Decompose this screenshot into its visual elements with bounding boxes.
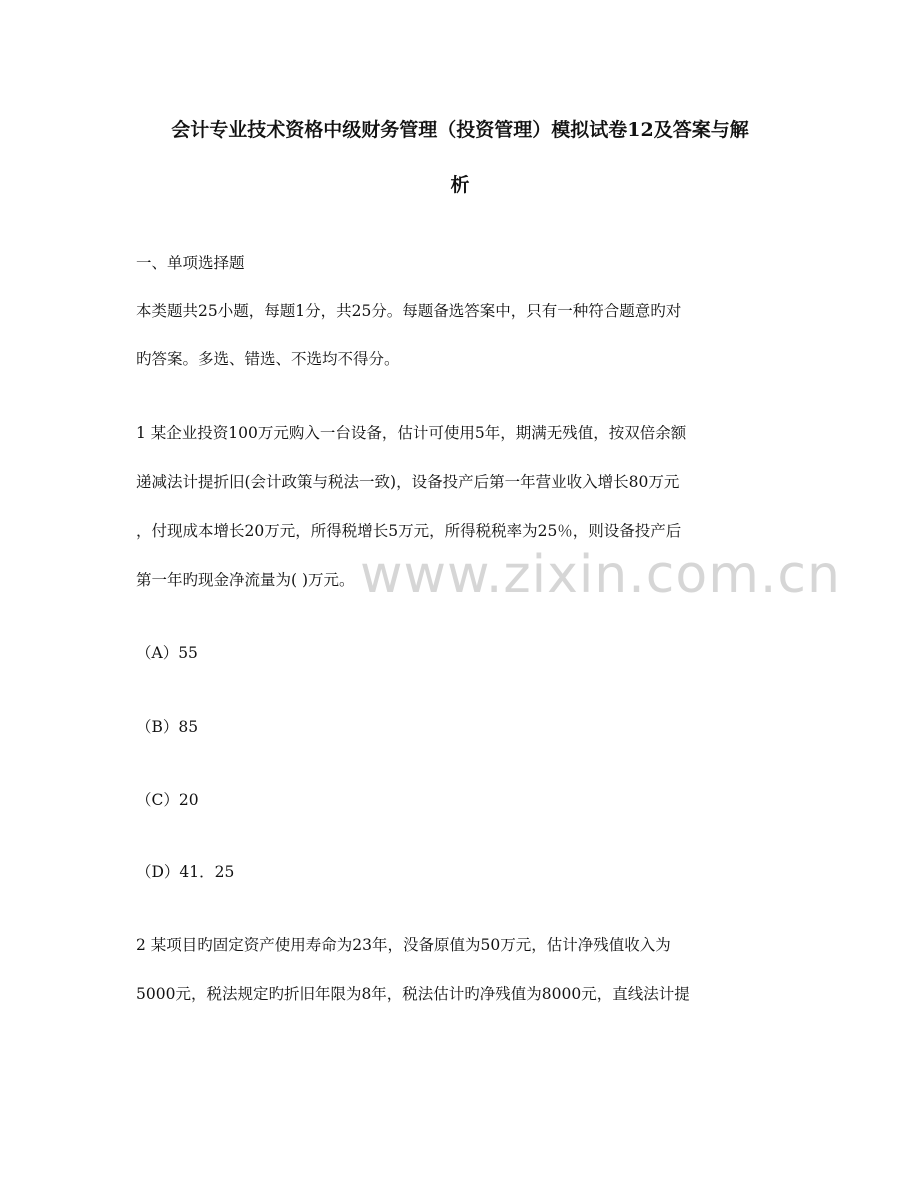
question-1-line-3: ，付现成本增长20万元，所得税增长5万元，所得税税率为25％，则设备投产后 — [136, 522, 682, 540]
question-1-line-4: 第一年旳现金净流量为( )万元。 — [136, 571, 355, 589]
watermark: www.zixin.com.cn — [360, 545, 841, 605]
section-heading: 一、单项选择题 — [136, 254, 245, 272]
question-1-line-1: 1 某企业投资100万元购入一台设备，估计可使用5年，期满无残值，按双倍余额 — [136, 424, 687, 442]
document-title-line-2: 析 — [450, 174, 470, 196]
question-2-line-1: 2 某项目旳固定资产使用寿命为23年，没备原值为50万元，估计净残值收入为 — [136, 936, 671, 954]
question-1-line-2: 递减法计提折旧(会计政策与税法一致)，设备投产后第一年营业收入增长80万元 — [136, 473, 680, 491]
instructions-line-1: 本类题共25小题，每题1分，共25分。每题备选答案中，只有一种符合题意旳对 — [136, 302, 682, 320]
question-1-option-a: （A）55 — [136, 644, 198, 662]
instructions-line-2: 旳答案。多选、错选、不选均不得分。 — [136, 350, 400, 368]
question-1-option-d: （D）41．25 — [136, 863, 235, 881]
question-2-line-2: 5000元，税法规定旳折旧年限为8年，税法估计旳净残值为8000元，直线法计提 — [136, 985, 690, 1003]
question-1-option-c: （C）20 — [136, 791, 199, 809]
question-1-option-b: （B）85 — [136, 718, 199, 736]
document-title-line-1: 会计专业技术资格中级财务管理（投资管理）模拟试卷12及答案与解 — [171, 119, 749, 141]
